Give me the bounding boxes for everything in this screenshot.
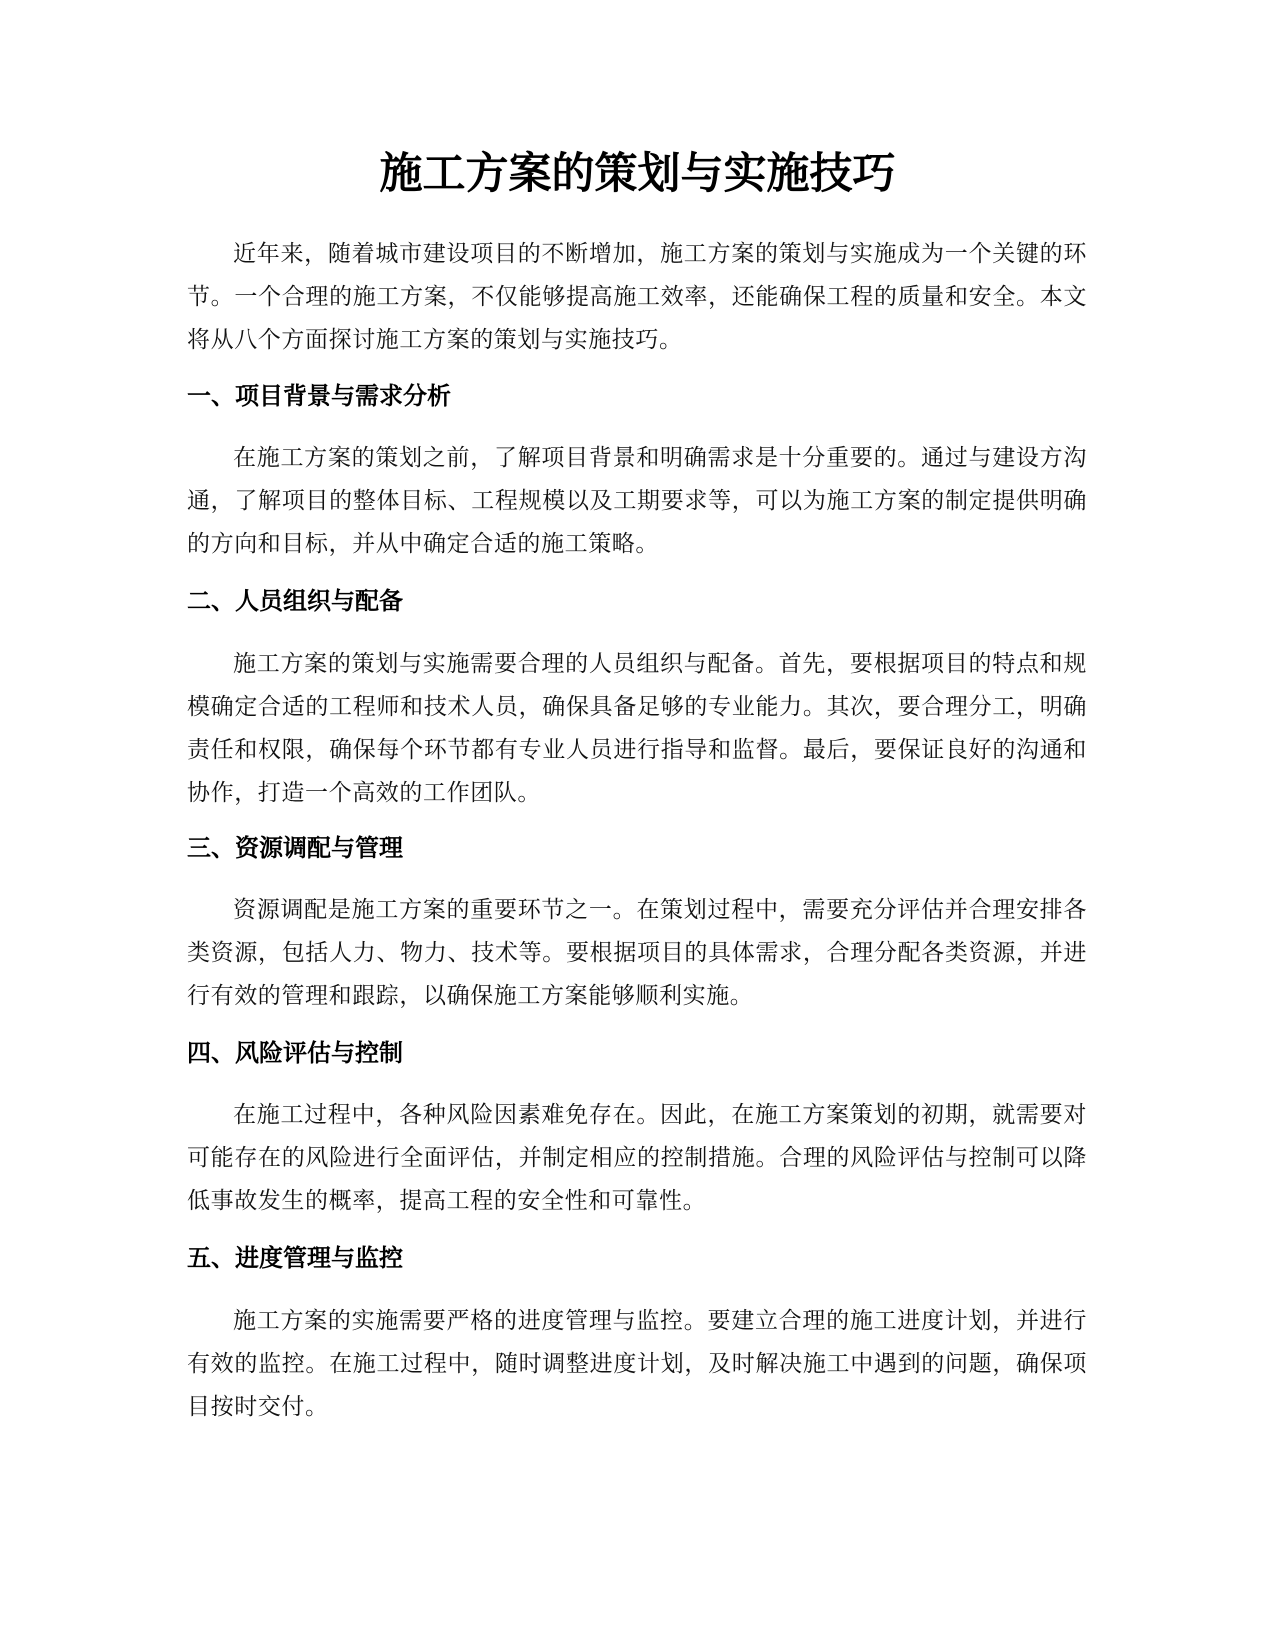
section-heading-3: 三、资源调配与管理 (187, 834, 403, 862)
section-heading-1: 一、项目背景与需求分析 (187, 382, 451, 410)
page-title: 施工方案的策划与实施技巧 (379, 149, 896, 199)
section-body-1: 在施工方案的策划之前，了解项目背景和明确需求是十分重要的。通过与建设方沟通，了解项目的整体目标、工程规模以及工期要求等，可以为施工方案的制定提供明确的方向和目标，并从中确定合适的施工策略。 (187, 445, 1087, 557)
section-body-4: 在施工过程中，各种风险因素难免存在。因此，在施工方案策划的初期，就需要对可能存在的风险进行全面评估，并制定相应的控制措施。合理的风险评估与控制可以降低事故发生的概率，提高工程的安全性和可靠性。 (187, 1102, 1087, 1214)
section-heading-2: 二、人员组织与配备 (187, 587, 403, 615)
section-body-5: 施工方案的实施需要严格的进度管理与监控。要建立合理的施工进度计划，并进行有效的监控。在施工过程中，随时调整进度计划，及时解决施工中遇到的问题，确保项目按时交付。 (187, 1308, 1087, 1420)
intro-paragraph: 近年来，随着城市建设项目的不断增加，施工方案的策划与实施成为一个关键的环节。一个合理的施工方案，不仅能够提高施工效率，还能确保工程的质量和安全。本文将从八个方面探讨施工方案的策划与实施技巧。 (187, 241, 1087, 353)
section-heading-4: 四、风险评估与控制 (187, 1039, 403, 1067)
section-body-3: 资源调配是施工方案的重要环节之一。在策划过程中，需要充分评估并合理安排各类资源，包括人力、物力、技术等。要根据项目的具体需求，合理分配各类资源，并进行有效的管理和跟踪，以确保施工方案能够顺利实施。 (187, 897, 1087, 1009)
section-heading-5: 五、进度管理与监控 (187, 1244, 403, 1272)
section-body-2: 施工方案的策划与实施需要合理的人员组织与配备。首先，要根据项目的特点和规模确定合适的工程师和技术人员，确保具备足够的专业能力。其次，要合理分工，明确责任和权限，确保每个环节都有专业人员进行指导和监督。最后，要保证良好的沟通和协作，打造一个高效的工作团队。 (187, 651, 1087, 806)
